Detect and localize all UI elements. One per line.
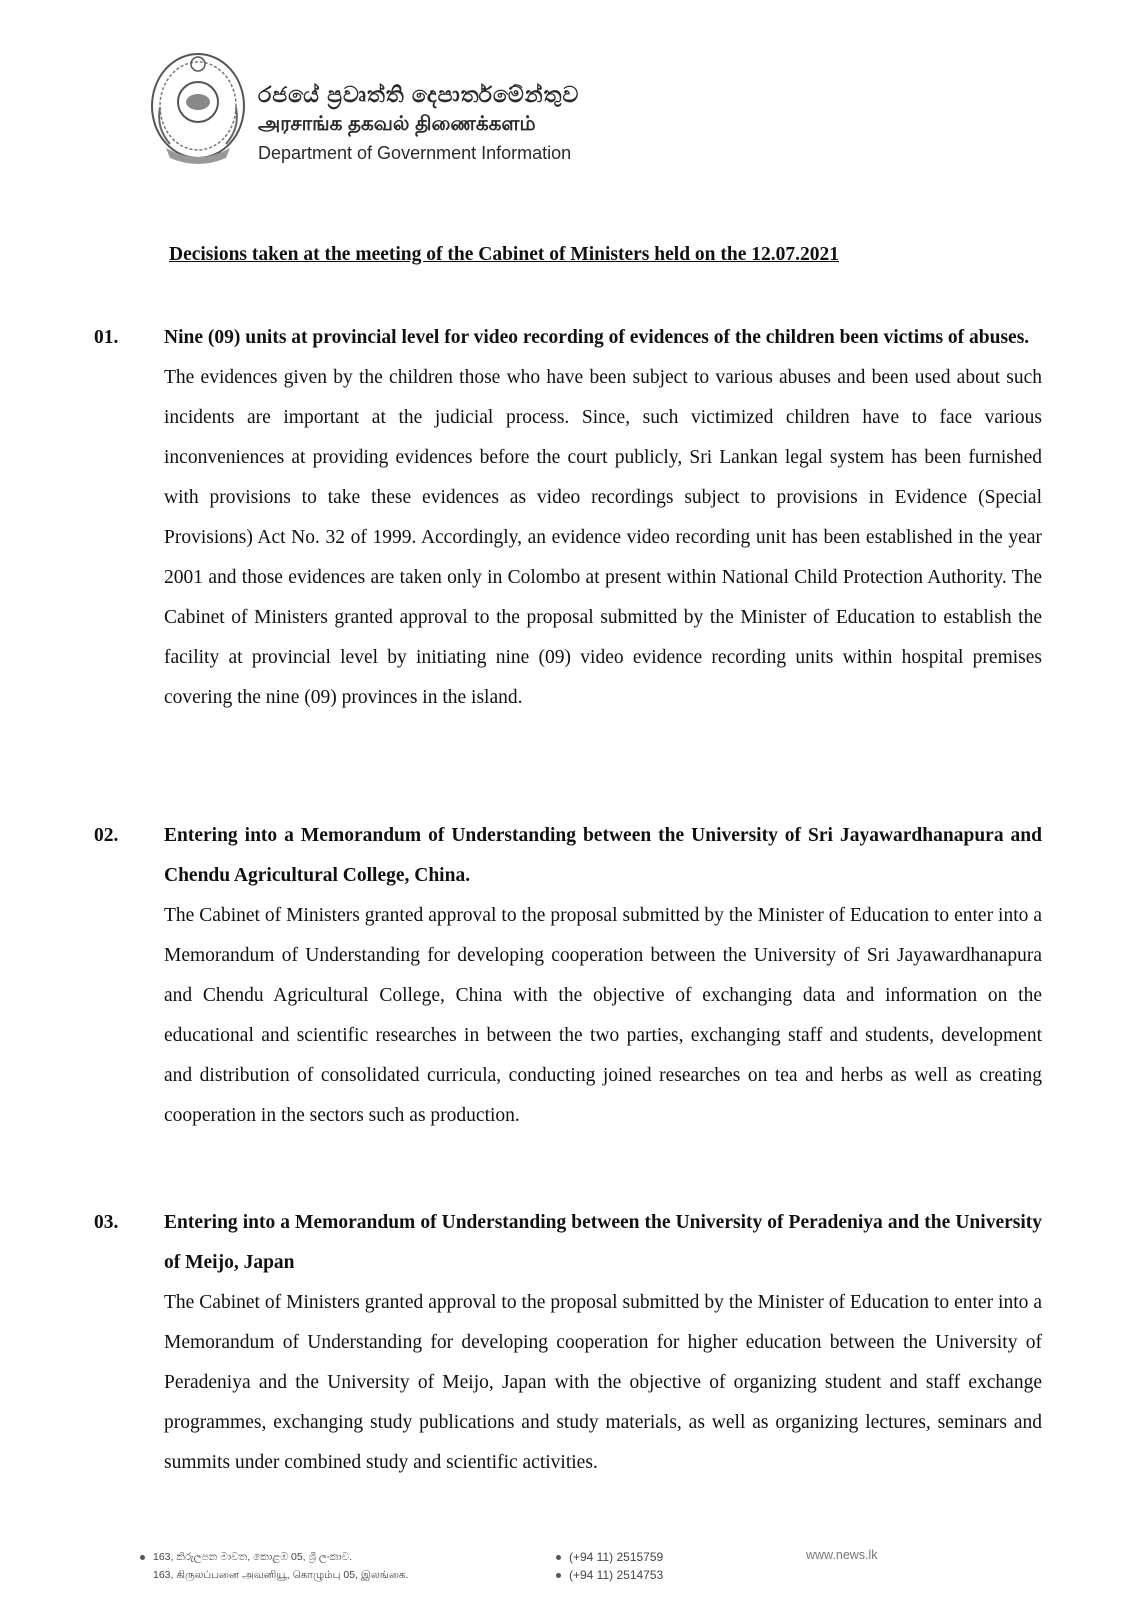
phone-number: (+94 11) 2515759: [569, 1550, 664, 1564]
footer-address: [140, 1548, 409, 1584]
footer-website: www.news.lk: [806, 1548, 878, 1562]
item-body: The evidences given by the children those who have been subject to various abuses and been used about such incidents are important at the judicial process. Since, such victimized children have to face various inconveniences at providing evidences before the court publicly, Sri Lankan legal system has been furnished with provisions to take these evidences as video recordings subject to provisions in Evidence (Special Provisions) Act No. 32 of 1999. Accordingly, an evidence video recording unit has been established in the year 2001 and those evidences are taken only in Colombo at present within National Child Protection Authority. The Cabinet of Ministers granted approval to the proposal submitted by the Minister of Education to establish the facility at provincial level by initiating nine (09) video evidence recording units within hospital premises covering the nine (09) provinces in the island.: [164, 367, 1042, 708]
department-name-sinhala: රජයේ ප්‍රවෘත්ති දෙපාර්තමේන්තුව: [258, 82, 580, 107]
sri-lanka-emblem-icon: [146, 48, 251, 168]
department-name-tamil: அரசாங்க தகவல் திணைக்களம்: [258, 113, 536, 135]
item-number: 02.: [94, 825, 119, 846]
item-heading: Entering into a Memorandum of Understanding between the University of Peradeniya and the University of Meijo, Japan: [164, 1212, 1042, 1273]
item-body: The Cabinet of Ministers granted approval to the proposal submitted by the Minister of Education to enter into a Memorandum of Understanding for developing cooperation between the University of Sri Jayawardhanapura and Chendu Agricultural College, China with the objective of exchanging data and information on the educational and scientific researches in between the two parties, exchanging staff and students, development and distribution of consolidated curricula, conducting joined researches on tea and herbs as well as creating cooperation in the sectors such as production.: [164, 905, 1042, 1126]
item-number: 03.: [94, 1212, 119, 1233]
decision-item: [94, 816, 1042, 1136]
item-heading: Nine (09) units at provincial level for video recording of evidences of the children been victims of abuses.: [164, 327, 1030, 348]
phone-icon: [556, 1555, 561, 1560]
department-name-english: Department of Government Information: [258, 143, 572, 163]
item-heading: Entering into a Memorandum of Understanding between the University of Sri Jayawardhanapura and Chendu Agricultural College, China.: [164, 825, 1042, 886]
fax-icon: [556, 1573, 561, 1578]
item-body: The Cabinet of Ministers granted approval to the proposal submitted by the Minister of Education to enter into a Memorandum of Understanding for developing cooperation for higher education between the University of Peradeniya and the University of Meijo, Japan with the objective of organizing student and staff exchange programmes, exchanging study publications and study materials, as well as organizing lectures, seminars and summits under combined study and scientific activities.: [164, 1292, 1042, 1473]
footer-contacts: [556, 1548, 663, 1584]
address-tamil: 163, கிருலப்பனை அவனியூ, கொழும்பு 05, இலங்கை.: [153, 1569, 409, 1581]
item-number: 01.: [94, 327, 119, 348]
address-sinhala: 163, කිරුලපන මාවත, කොළඹ 05, ශ්‍රී ලංකාව.: [153, 1551, 353, 1563]
letterhead: [146, 48, 646, 173]
fax-number: (+94 11) 2514753: [569, 1568, 664, 1582]
footer: [140, 1548, 1020, 1598]
document-title: Decisions taken at the meeting of the Cabinet of Ministers held on the 12.07.2021: [169, 244, 839, 265]
decision-item: [94, 1203, 1042, 1483]
bullet-icon: [140, 1555, 145, 1560]
decision-item: [94, 318, 1042, 718]
